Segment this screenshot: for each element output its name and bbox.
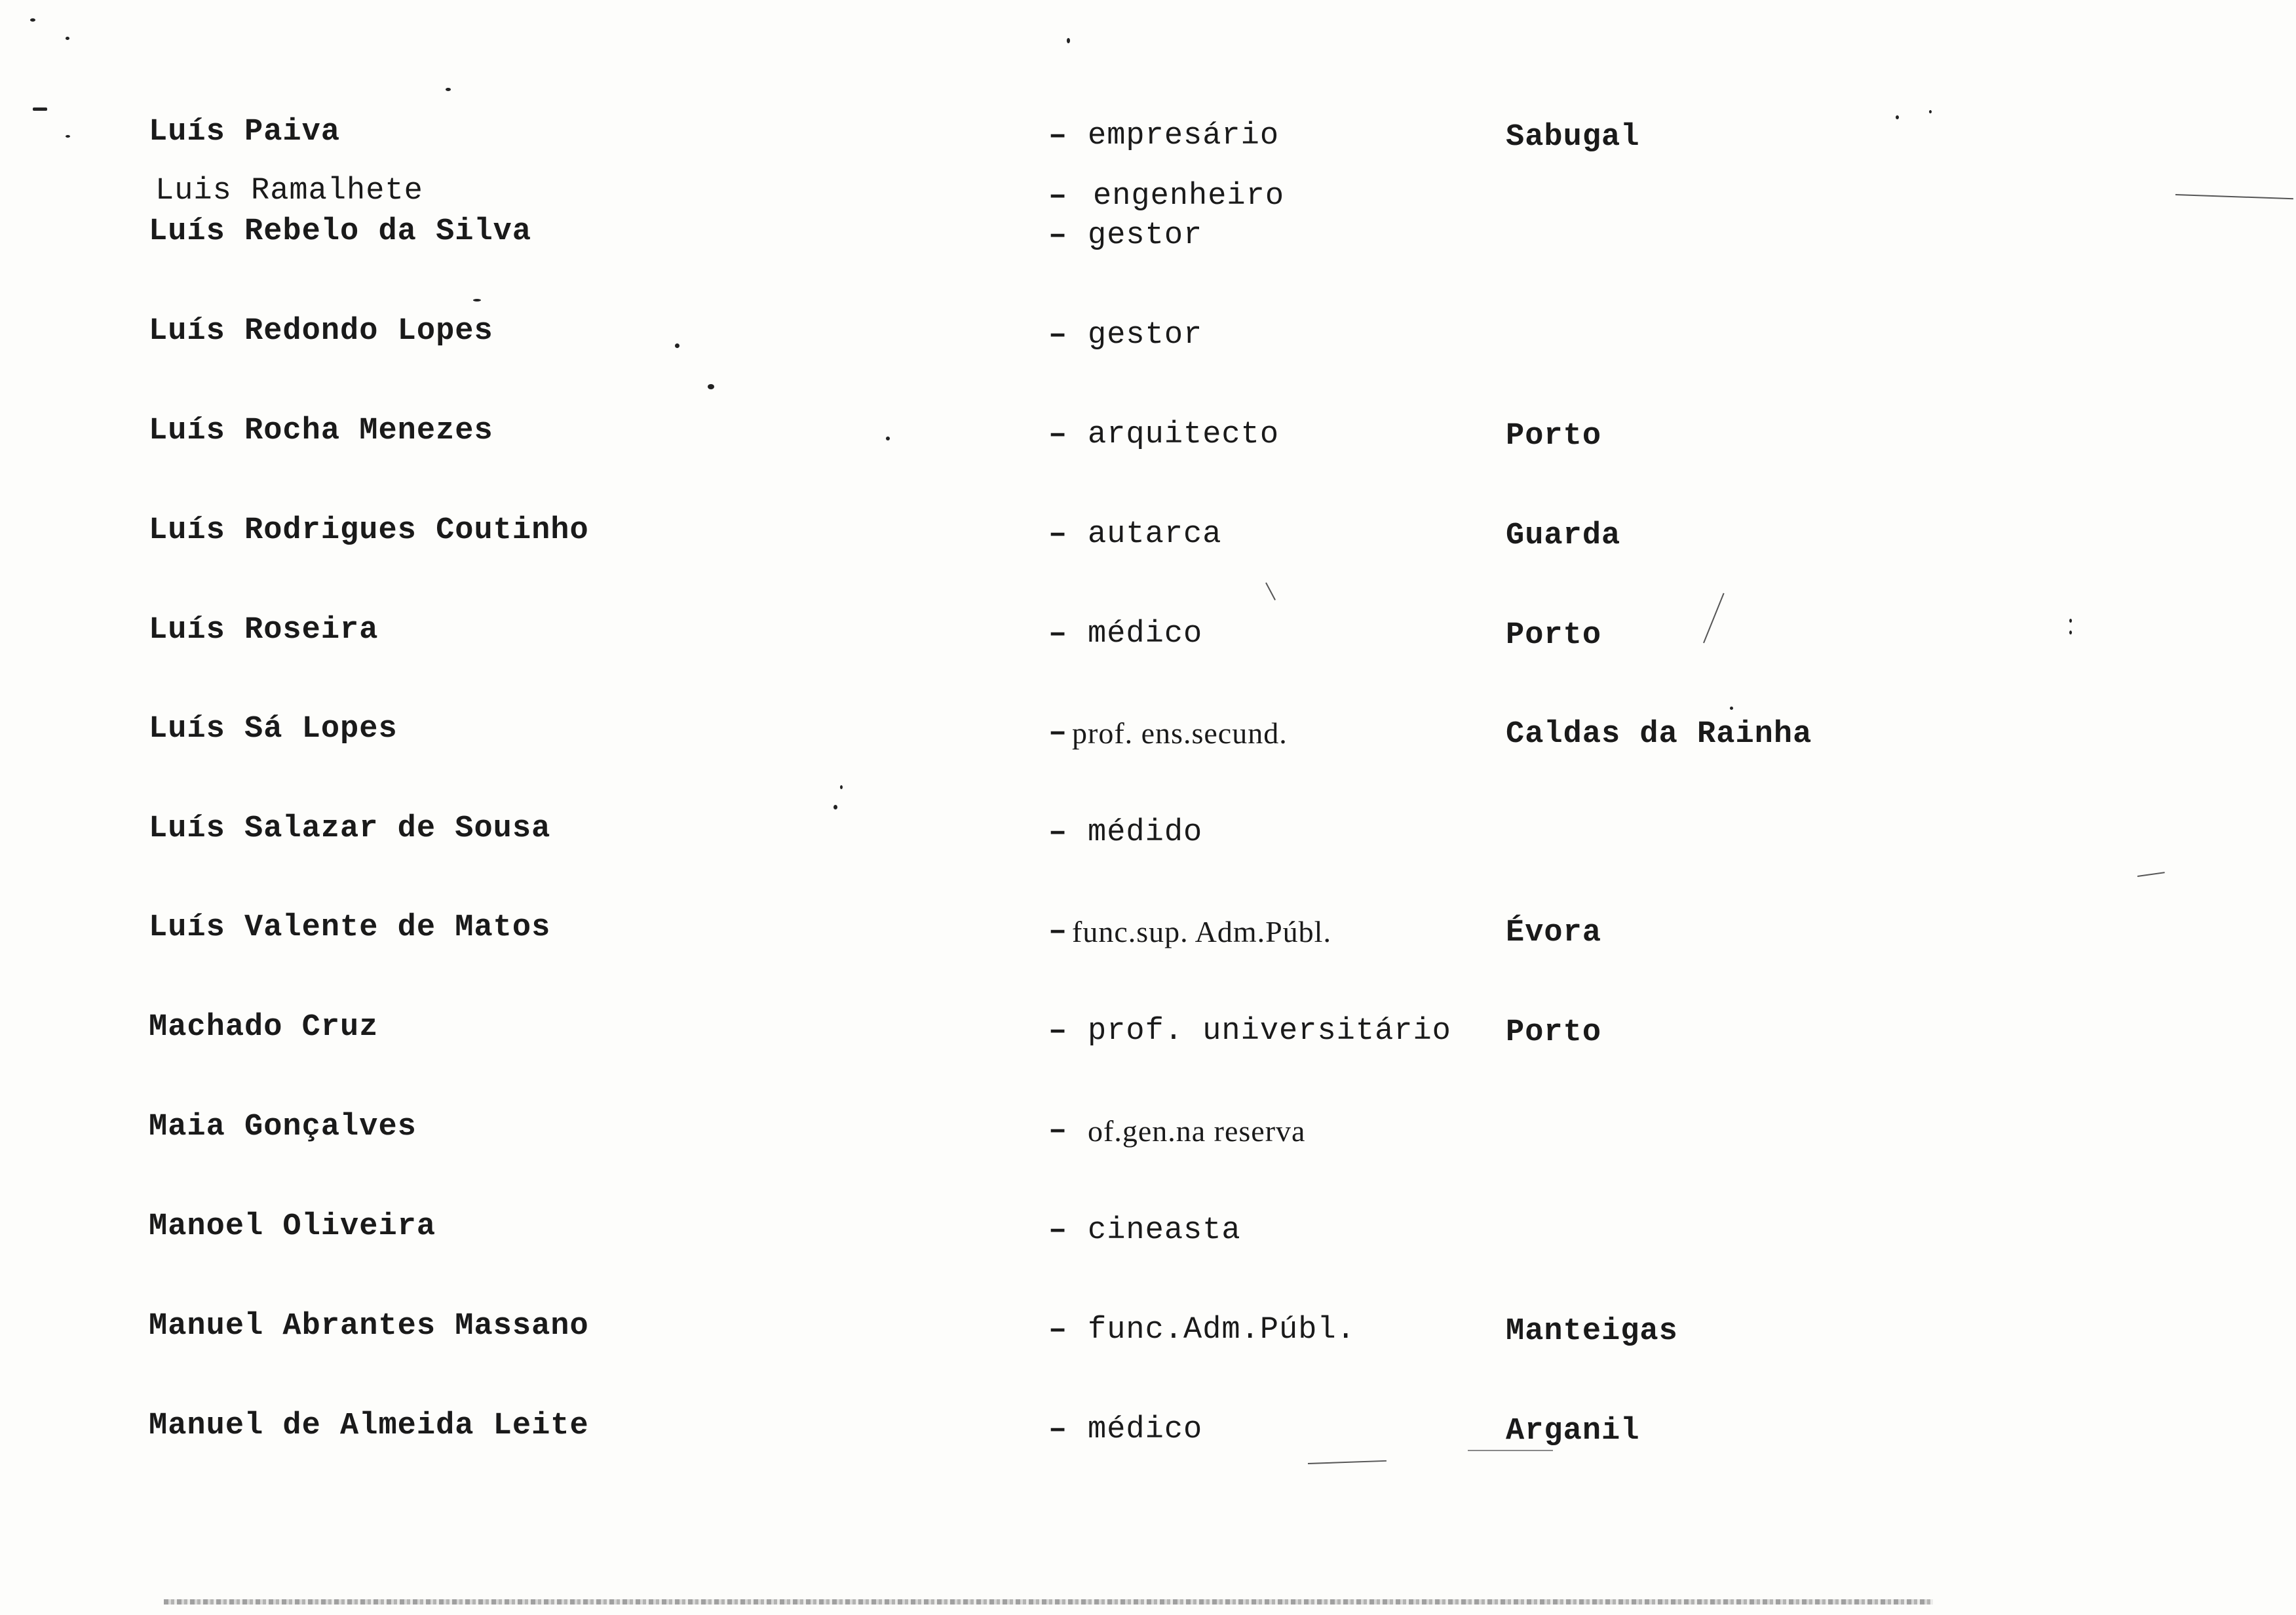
list-item	[0, 1207, 2296, 1266]
list-item	[0, 511, 2296, 570]
occupation: empresário	[1088, 119, 1280, 153]
occupation: médico	[1088, 1412, 1203, 1447]
person-name: Manuel de Almeida Leite	[149, 1409, 589, 1443]
scan-speck	[66, 135, 70, 138]
scan-speck	[1730, 707, 1733, 710]
separator-dash: –	[1048, 218, 1068, 253]
person-name: Luís Sá Lopes	[149, 712, 398, 747]
person-name: Machado Cruz	[149, 1010, 379, 1045]
person-name: Manuel Abrantes Massano	[149, 1309, 589, 1344]
occupation: prof. ens.secund.	[1072, 716, 1288, 750]
scan-speck	[446, 88, 451, 91]
list-item	[0, 113, 2296, 172]
scan-speck	[886, 437, 890, 440]
separator-dash: –	[1048, 914, 1068, 949]
occupation: func.Adm.Públ.	[1088, 1313, 1356, 1348]
occupation: médido	[1088, 815, 1203, 850]
scan-speck	[66, 37, 69, 40]
person-name: Luís Paiva	[149, 115, 341, 149]
list-item	[0, 710, 2296, 769]
separator-dash: –	[1048, 617, 1068, 652]
person-name: Maia Gonçalves	[149, 1110, 417, 1144]
person-name: Luís Rebelo da Silva	[149, 214, 532, 249]
separator-dash: –	[1048, 815, 1068, 850]
occupation: autarca	[1088, 517, 1222, 552]
occupation: arquitecto	[1088, 418, 1280, 452]
scan-speck	[708, 384, 714, 389]
place: Arganil	[1506, 1414, 1640, 1449]
list-item	[0, 1108, 2296, 1167]
occupation: gestor	[1088, 318, 1203, 353]
place: Porto	[1506, 1015, 1602, 1050]
scan-speck	[833, 805, 837, 809]
separator-dash: –	[1048, 716, 1068, 750]
scan-speck	[2069, 619, 2072, 623]
person-name: Luís Rocha Menezes	[149, 414, 493, 448]
list-item	[0, 1307, 2296, 1366]
place: Évora	[1506, 916, 1602, 950]
separator-dash: –	[1048, 418, 1068, 452]
list-item	[0, 1008, 2296, 1067]
scan-speck	[473, 299, 481, 302]
list-item	[0, 809, 2296, 868]
occupation: médico	[1088, 617, 1203, 652]
person-name: Luís Salazar de Sousa	[149, 811, 551, 846]
scan-stroke	[1468, 1450, 1553, 1451]
place: Caldas da Rainha	[1506, 717, 1812, 752]
person-name: Manoel Oliveira	[149, 1209, 436, 1244]
scan-speck	[675, 343, 679, 348]
scan-speck	[1896, 115, 1899, 119]
person-name: Luis Ramalhete	[155, 174, 423, 208]
separator-dash: –	[1048, 1014, 1068, 1049]
place: Manteigas	[1506, 1314, 1678, 1349]
occupation: cineasta	[1088, 1213, 1241, 1248]
list-item	[0, 611, 2296, 670]
scan-speck	[1929, 110, 1932, 113]
person-name: Luís Valente de Matos	[149, 910, 551, 945]
place: Guarda	[1506, 518, 1621, 553]
separator-dash: –	[1048, 318, 1068, 353]
occupation: gestor	[1088, 218, 1203, 253]
scan-speck	[840, 785, 843, 789]
occupation: prof. universitário	[1088, 1014, 1451, 1049]
separator-dash: –	[1048, 1213, 1068, 1248]
list-item	[0, 412, 2296, 471]
scan-speck	[1067, 38, 1070, 43]
separator-dash: –	[1048, 1412, 1068, 1447]
separator-dash: –	[1048, 1114, 1068, 1148]
list-item	[0, 312, 2296, 371]
scan-bottom-edge	[164, 1599, 1933, 1605]
scan-speck	[30, 18, 35, 22]
separator-dash: –	[1048, 517, 1068, 552]
scan-speck	[33, 107, 47, 111]
separator-dash: –	[1048, 179, 1068, 214]
scan-speck	[2069, 631, 2072, 634]
scan-stroke	[1265, 583, 1276, 600]
list-item	[0, 212, 2296, 271]
place: Porto	[1506, 419, 1602, 454]
person-name: Luís Redondo Lopes	[149, 314, 493, 349]
scan-stroke	[2137, 872, 2165, 877]
occupation: engenheiro	[1093, 179, 1285, 214]
list-item	[0, 908, 2296, 967]
place: Porto	[1506, 618, 1602, 653]
occupation: of.gen.na reserva	[1088, 1114, 1306, 1148]
separator-dash: –	[1048, 1313, 1068, 1348]
place: Sabugal	[1506, 120, 1640, 155]
person-name: Luís Rodrigues Coutinho	[149, 513, 589, 548]
list-item	[0, 1407, 2296, 1466]
person-name: Luís Roseira	[149, 613, 379, 648]
separator-dash: –	[1048, 119, 1068, 153]
occupation: func.sup. Adm.Públ.	[1072, 915, 1331, 948]
